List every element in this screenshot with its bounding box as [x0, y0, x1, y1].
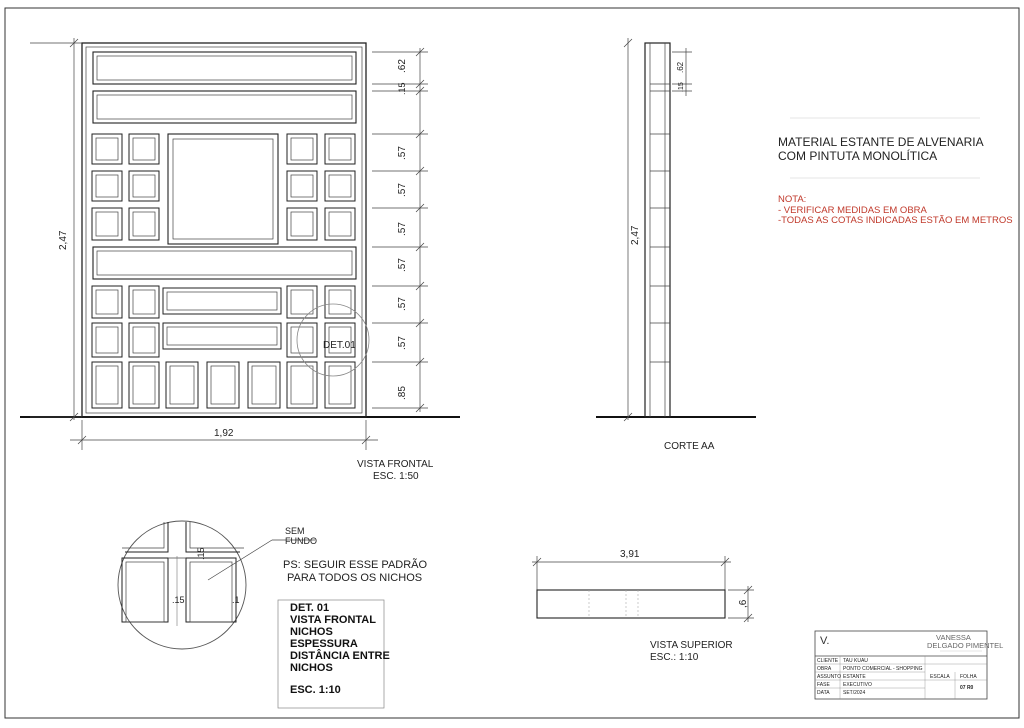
tb-value-data: SET/2024: [843, 690, 866, 696]
section-view: [596, 38, 756, 452]
architect-name-1: VANESSA: [936, 633, 971, 642]
front-inner-outline: [86, 47, 362, 413]
ps-line-1: PS: SEGUIR ESSE PADRÃO: [283, 559, 428, 571]
tb-value-cliente: TAU KUAU: [843, 658, 868, 664]
front-view: [20, 38, 460, 482]
detail-box-scale: ESC. 1:10: [290, 684, 341, 696]
material-line-2: COM PINTUTA MONOLÍTICA: [778, 149, 938, 163]
dim-label-5: .57: [397, 222, 408, 236]
dim-label-3: .57: [397, 146, 408, 160]
detail-dim-left: .15: [172, 595, 185, 605]
nota-line-2: -TODAS AS COTAS INDICADAS ESTÃO EM METROS: [778, 215, 1013, 226]
tb-value-obra: PONTO COMERCIAL - SHOPPING: [843, 666, 923, 672]
detail-dim-top: .15: [196, 547, 206, 560]
sheet-border: [5, 8, 1019, 718]
top-view-scale: ESC.: 1:10: [650, 652, 699, 663]
tb-value-fase: EXECUTIVO: [843, 682, 872, 688]
tb-key-cliente: CLIENTE: [817, 658, 839, 664]
detail-box-line-3: NICHOS: [290, 626, 333, 638]
top-view-depth-label: ,6: [738, 599, 749, 608]
section-dim-2: .15: [678, 82, 685, 92]
dim-label-6: .57: [397, 258, 408, 272]
sem-fundo-leader: [208, 540, 272, 580]
niche-group: [92, 52, 356, 408]
tb-folha-value: 07 R0: [960, 685, 974, 691]
architect-name-2: DELGADO PIMENTEL: [927, 641, 1004, 650]
top-view-outline: [537, 590, 725, 618]
front-outline: [82, 43, 366, 417]
tb-key-assunto: ASSUNTO: [817, 674, 842, 680]
section-shelf-lines: [650, 84, 670, 362]
tb-key-data: DATA: [817, 690, 830, 696]
dim-label-9: .85: [397, 386, 408, 400]
section-title: CORTE AA: [664, 441, 715, 452]
sem-fundo-label-2: FUNDO: [285, 536, 317, 546]
dim-label-8: .57: [397, 336, 408, 350]
dim-label-1: .62: [397, 59, 408, 73]
detail-box-line-4: ESPESSURA: [290, 638, 358, 650]
dim-label-4: .57: [397, 183, 408, 197]
nota-line-1: - VERIFICAR MEDIDAS EM OBRA: [778, 205, 927, 216]
top-view-title: VISTA SUPERIOR: [650, 640, 733, 651]
logo-mark: V.: [820, 635, 830, 647]
width-dim-label: 1,92: [214, 428, 234, 439]
dim-label-2: .15: [397, 82, 407, 95]
material-line-1: MATERIAL ESTANTE DE ALVENARIA: [778, 135, 984, 149]
tb-key-fase: FASE: [817, 682, 830, 688]
top-view: [532, 549, 754, 663]
tb-value-assunto: ESTANTE: [843, 674, 866, 680]
tb-key-obra: OBRA: [817, 666, 832, 672]
detail-box-line-1: DET. 01: [290, 602, 330, 614]
front-view-title: VISTA FRONTAL: [357, 459, 434, 470]
section-height-label: 2,47: [630, 225, 641, 245]
title-block: [815, 631, 1003, 699]
front-view-scale: ESC. 1:50: [373, 471, 419, 482]
detail-callout-label: DET.01: [323, 340, 356, 351]
tb-escala-label: ESCALA: [930, 674, 950, 680]
detail-circle: [118, 521, 246, 649]
top-view-width-label: 3,91: [620, 549, 640, 560]
tb-folha-label: FOLHA: [960, 674, 977, 680]
detail-dim-right: .1: [232, 595, 240, 605]
dim-label-7: .57: [397, 297, 408, 311]
detail-box-line-5: DISTÂNCIA ENTRE: [290, 650, 390, 662]
section-outline: [645, 43, 670, 417]
height-dim-label: 2,47: [58, 230, 69, 250]
nota-title: NOTA:: [778, 194, 807, 205]
detail-box-line-2: VISTA FRONTAL: [290, 614, 376, 626]
detail-box-line-6: NICHOS: [290, 662, 333, 674]
sem-fundo-label-1: SEM: [285, 526, 305, 536]
ps-line-2: PARA TODOS OS NICHOS: [287, 572, 423, 584]
detail-01-drawing: [118, 521, 246, 649]
section-dim-1: .62: [676, 61, 685, 73]
